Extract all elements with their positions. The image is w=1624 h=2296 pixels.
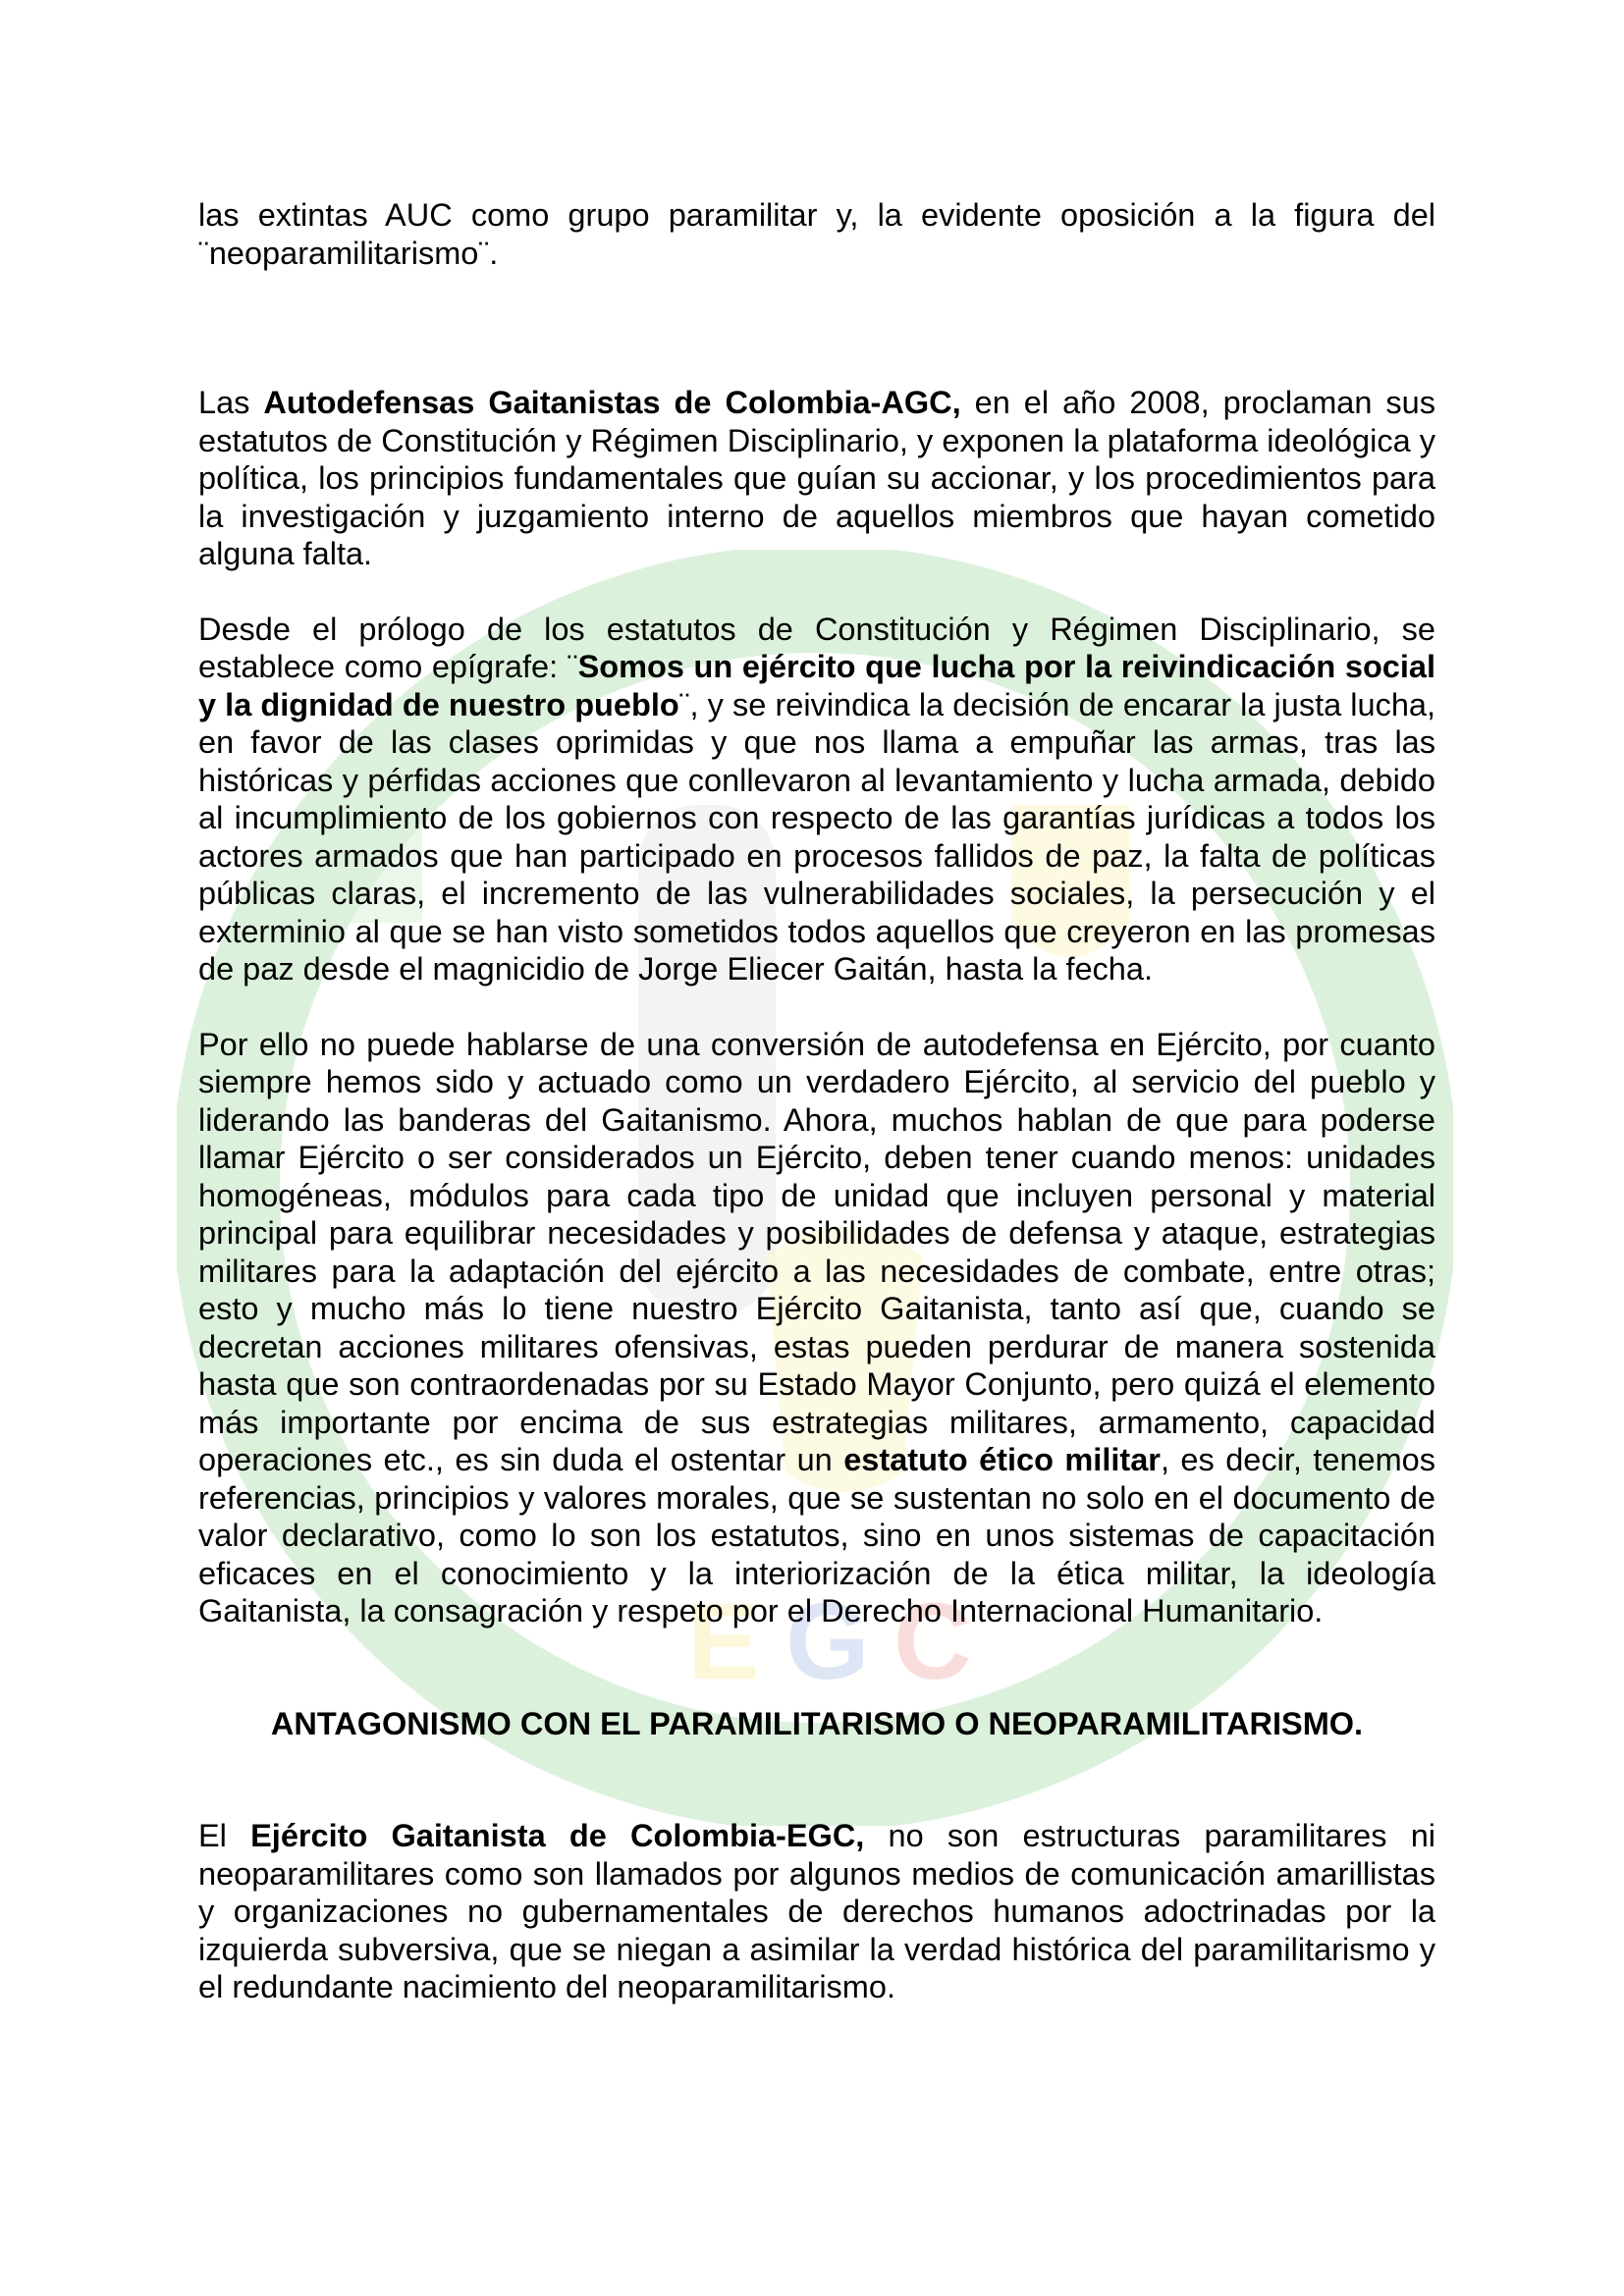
document-body <box>198 196 1435 2006</box>
paragraph-text: ¨, y se reivindica la decisión de encarar la justa lucha, en favor de las clases oprimidas y que nos llama a empuñar las armas, tras las históricas y pérfidas acciones que conllevaron al levantamiento y lucha armada, debido al incumplimiento de los gobiernos con respecto de las garantías jurídicas a todos los actores armados que han participado en procesos fallidos de paz, la falta de políticas públicas claras, el incremento de las vulnerabilidades sociales, la persecución y el exterminio al que se han visto sometidos todos aquellos que creyeron en las promesas de paz desde el magnicidio de Jorge Eliecer Gaitán, hasta la fecha. <box>198 686 1436 987</box>
paragraph-agc-statutes <box>198 384 1435 573</box>
paragraph-text: El <box>198 1818 251 1853</box>
bold-ethical-statute: estatuto ético militar <box>843 1442 1161 1477</box>
paragraph-army-conversion <box>198 1026 1435 1630</box>
bold-agc-name: Autodefensas Gaitanistas de Colombia-AGC, <box>263 385 961 420</box>
paragraph-text: , es decir, tenemos referencias, principios y valores morales, que se sustentan no solo en el documento de valor declarativo, como lo son los estatutos, sino en unos sistemas de capacitación eficaces en el conocimiento y la interiorización de la ética militar, la ideología Gaitanista, la consagración y respeto por el Derecho Internacional Humanitario. <box>198 1442 1436 1629</box>
watermark-letter-e: E <box>687 1581 760 1702</box>
bold-egc-name: Ejército Gaitanista de Colombia-EGC, <box>250 1818 865 1853</box>
paragraph-egc-not-paramilitary <box>198 1817 1435 2006</box>
watermark-letter-g: G <box>785 1581 870 1702</box>
paragraph-prologue <box>198 611 1435 988</box>
bold-epigraph: Somos un ejército que lucha por la reivindicación social y la dignidad de nuestro pueblo <box>198 649 1436 722</box>
paragraph-text: Desde el prólogo de los estatutos de Constitución y Régimen Disciplinario, se establece como epígrafe: ¨ <box>198 611 1435 684</box>
section-heading: ANTAGONISMO CON EL PARAMILITARISMO O NEOPARAMILITARISMO. <box>270 1705 1364 1741</box>
paragraph-text: en el año 2008, proclaman sus estatutos de Constitución y Régimen Disciplinario, y exponen la plataforma ideológica y política, los principios fundamentales que guían su accionar, y los procedimientos para la investigación y juzgamiento interno de aquellos miembros que hayan cometido alguna falta. <box>198 385 1435 571</box>
paragraph-text: no son estructuras paramilitares ni neoparamilitares como son llamados por algunos medios de comunicación amarillistas y organizaciones no gubernamentales de derechos humanos adoctrinadas por la izquierda subversiva, que se niegan a asimilar la verdad histórica del paramilitarismo y el redundante nacimiento del neoparamilitarismo. <box>198 1818 1436 2004</box>
paragraph-text: Las <box>198 385 264 420</box>
watermark-letter-c: C <box>893 1581 972 1702</box>
paragraph-text: Por ello no puede hablarse de una conversión de autodefensa en Ejército, por cuanto siempre hemos sido y actuado como un verdadero Ejército, al servicio del pueblo y liderando las banderas del Gaitanismo. Ahora, muchos hablan de que para poderse llamar Ejército o ser considerados un Ejército, deben tener cuando menos: unidades homogéneas, módulos para cada tipo de unidad que incluyen personal y material principal para equilibrar necesidades y posibilidades de defensa y ataque, estrategias militares para la adaptación del ejército a las necesidades de combate, entre otras; esto y mucho más lo tiene nuestro Ejército Gaitanista, tanto así que, cuando se decretan acciones militares ofensivas, estas pueden perdurar de manera sostenida hasta que son contraordenadas por su Estado Mayor Conjunto, pero quizá el elemento más importante por encima de sus estrategias militares, armamento, capacidad operaciones etc., es sin duda el ostentar un <box>198 1026 1435 1477</box>
paragraph-auc-continuation: las extintas AUC como grupo paramilitar y, la evidente oposición a la figura del ¨neoparamilitarismo¨. <box>198 197 1435 271</box>
